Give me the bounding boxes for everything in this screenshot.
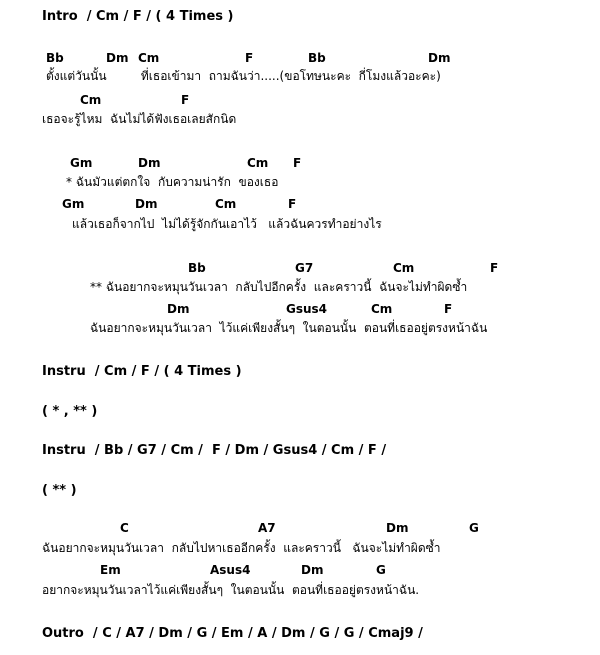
chord: Em [100, 563, 121, 577]
chord: G [469, 521, 479, 535]
chord: Bb [46, 51, 64, 65]
chord: F [288, 197, 297, 211]
chord: F [490, 261, 499, 275]
chord: Bb [308, 51, 326, 65]
instru-line: Instru / Cm / F / ( 4 Times ) [42, 364, 242, 379]
chord: Gm [62, 197, 85, 211]
instru-line: Instru / Bb / G7 / Cm / F / Dm / Gsus4 / Cm / F / [42, 443, 387, 458]
chord: Gm [70, 156, 93, 170]
chord: Dm [301, 563, 324, 577]
chord: Dm [135, 197, 158, 211]
chord: Asus4 [210, 563, 251, 577]
chord: F [245, 51, 254, 65]
repeat-line: ( ** ) [42, 483, 77, 498]
chord: Dm [138, 156, 161, 170]
lyric-line: ตั้งแต่วันนั้น ที่เธอเข้ามา ถามฉันว่า.....(ขอโทษนะคะ กี่โมงแล้วอะคะ) [46, 69, 441, 83]
chord: Dm [428, 51, 451, 65]
lyric-line: แล้วเธอก็จากไป ไม่ได้รู้จักกันเอาไว้ แล้วฉันควรทำอย่างไร [72, 217, 382, 231]
chord: Cm [215, 197, 237, 211]
chord: G [376, 563, 386, 577]
chord: Dm [386, 521, 409, 535]
chord: Gsus4 [286, 302, 328, 316]
lyric-line: เธอจะรู้ไหม ฉันไม่ได้ฟังเธอเลยสักนิด [42, 112, 237, 126]
lyric-line: * ฉันมัวแต่ตกใจ กับความน่ารัก ของเธอ [66, 175, 279, 189]
repeat-line: ( * , ** ) [42, 404, 98, 419]
lyric-line: ฉันอยากจะหมุนวันเวลา กลับไปหาเธออีกครั้ง และคราวนี้ ฉันจะไม่ทำผิดซ้ำ [42, 541, 441, 555]
chord: Cm [80, 93, 102, 107]
outro-line: Outro / C / A7 / Dm / G / Em / A / Dm / G / G / Cmaj9 / [42, 626, 423, 641]
chord: Cm [138, 51, 160, 65]
chord: Cm [371, 302, 393, 316]
chord: Dm [106, 51, 129, 65]
chord: C [120, 521, 129, 535]
chord: Bb [188, 261, 206, 275]
lyric-line: ฉันอยากจะหมุนวันเวลา ไว้แค่เพียงสั้นๆ ในตอนนั้น ตอนที่เธออยู่ตรงหน้าฉัน [90, 321, 488, 335]
lyric-line: ** ฉันอยากจะหมุนวันเวลา กลับไปอีกครั้ง และคราวนี้ ฉันจะไม่ทำผิดซ้ำ [90, 280, 468, 294]
chord: F [293, 156, 302, 170]
chord: Cm [393, 261, 415, 275]
chord: Cm [247, 156, 269, 170]
chord: Dm [167, 302, 190, 316]
intro-line: Intro / Cm / F / ( 4 Times ) [42, 9, 234, 24]
chord: G7 [295, 261, 314, 275]
lyric-line: อยากจะหมุนวันเวลาไว้แค่เพียงสั้นๆ ในตอนนั้น ตอนที่เธออยู่ตรงหน้าฉัน. [42, 583, 420, 597]
chord: F [444, 302, 453, 316]
chord: F [181, 93, 190, 107]
chord: A7 [258, 521, 276, 535]
